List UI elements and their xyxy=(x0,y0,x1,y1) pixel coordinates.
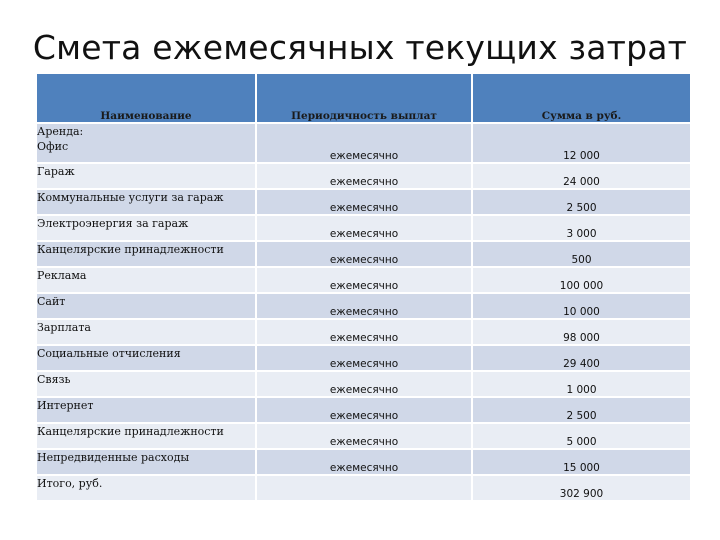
table-row xyxy=(36,123,691,163)
row-period: ежемесячно xyxy=(256,267,472,293)
table-row-total xyxy=(36,475,691,501)
column-header-period: Периодичность выплат xyxy=(256,73,472,123)
row-amount: 12 000 xyxy=(472,123,691,163)
table-row xyxy=(36,449,691,475)
row-period: ежемесячно xyxy=(256,189,472,215)
row-amount: 10 000 xyxy=(472,293,691,319)
row-period: ежемесячно xyxy=(256,371,472,397)
table-row xyxy=(36,319,691,345)
table-header-row xyxy=(36,73,691,123)
table-row xyxy=(36,371,691,397)
row-amount: 5 000 xyxy=(472,423,691,449)
row-amount: 2 500 xyxy=(472,397,691,423)
row-amount: 15 000 xyxy=(472,449,691,475)
row-name: Интернет xyxy=(36,397,256,423)
slide-title: Смета ежемесячных текущих затрат xyxy=(32,28,688,67)
cost-estimate-table xyxy=(35,72,692,502)
row-period: ежемесячно xyxy=(256,319,472,345)
row-name: Гараж xyxy=(36,163,256,189)
row-name: Канцелярские принадлежности xyxy=(36,241,256,267)
table-row xyxy=(36,267,691,293)
table-row xyxy=(36,163,691,189)
table-row xyxy=(36,397,691,423)
total-label: Итого, руб. xyxy=(36,475,256,501)
row-name: Социальные отчисления xyxy=(36,345,256,371)
total-amount: 302 900 xyxy=(472,475,691,501)
row-amount: 1 000 xyxy=(472,371,691,397)
row-amount: 100 000 xyxy=(472,267,691,293)
table-row xyxy=(36,241,691,267)
row-name-line: Аренда: xyxy=(37,125,84,138)
row-name: Непредвиденные расходы xyxy=(36,449,256,475)
table-row xyxy=(36,215,691,241)
column-header-amount: Сумма в руб. xyxy=(472,73,691,123)
row-period: ежемесячно xyxy=(256,397,472,423)
row-name: Электроэнергия за гараж xyxy=(36,215,256,241)
row-amount: 24 000 xyxy=(472,163,691,189)
row-amount: 3 000 xyxy=(472,215,691,241)
row-period: ежемесячно xyxy=(256,163,472,189)
row-period: ежемесячно xyxy=(256,345,472,371)
row-period: ежемесячно xyxy=(256,215,472,241)
row-period: ежемесячно xyxy=(256,293,472,319)
row-period: ежемесячно xyxy=(256,241,472,267)
row-name xyxy=(36,123,256,163)
row-period: ежемесячно xyxy=(256,423,472,449)
row-name: Канцелярские принадлежности xyxy=(36,423,256,449)
table-body xyxy=(36,123,691,501)
row-name-line: Офис xyxy=(37,140,69,153)
table-row xyxy=(36,293,691,319)
row-amount: 2 500 xyxy=(472,189,691,215)
row-name: Реклама xyxy=(36,267,256,293)
row-name: Коммунальные услуги за гараж xyxy=(36,189,256,215)
column-header-name: Наименование xyxy=(36,73,256,123)
table-row xyxy=(36,189,691,215)
row-name: Зарплата xyxy=(36,319,256,345)
row-period: ежемесячно xyxy=(256,449,472,475)
row-amount: 98 000 xyxy=(472,319,691,345)
row-amount: 29 400 xyxy=(472,345,691,371)
row-name: Связь xyxy=(36,371,256,397)
table-row xyxy=(36,345,691,371)
table-row xyxy=(36,423,691,449)
row-amount: 500 xyxy=(472,241,691,267)
row-period: ежемесячно xyxy=(256,123,472,163)
row-name: Сайт xyxy=(36,293,256,319)
total-period xyxy=(256,475,472,501)
